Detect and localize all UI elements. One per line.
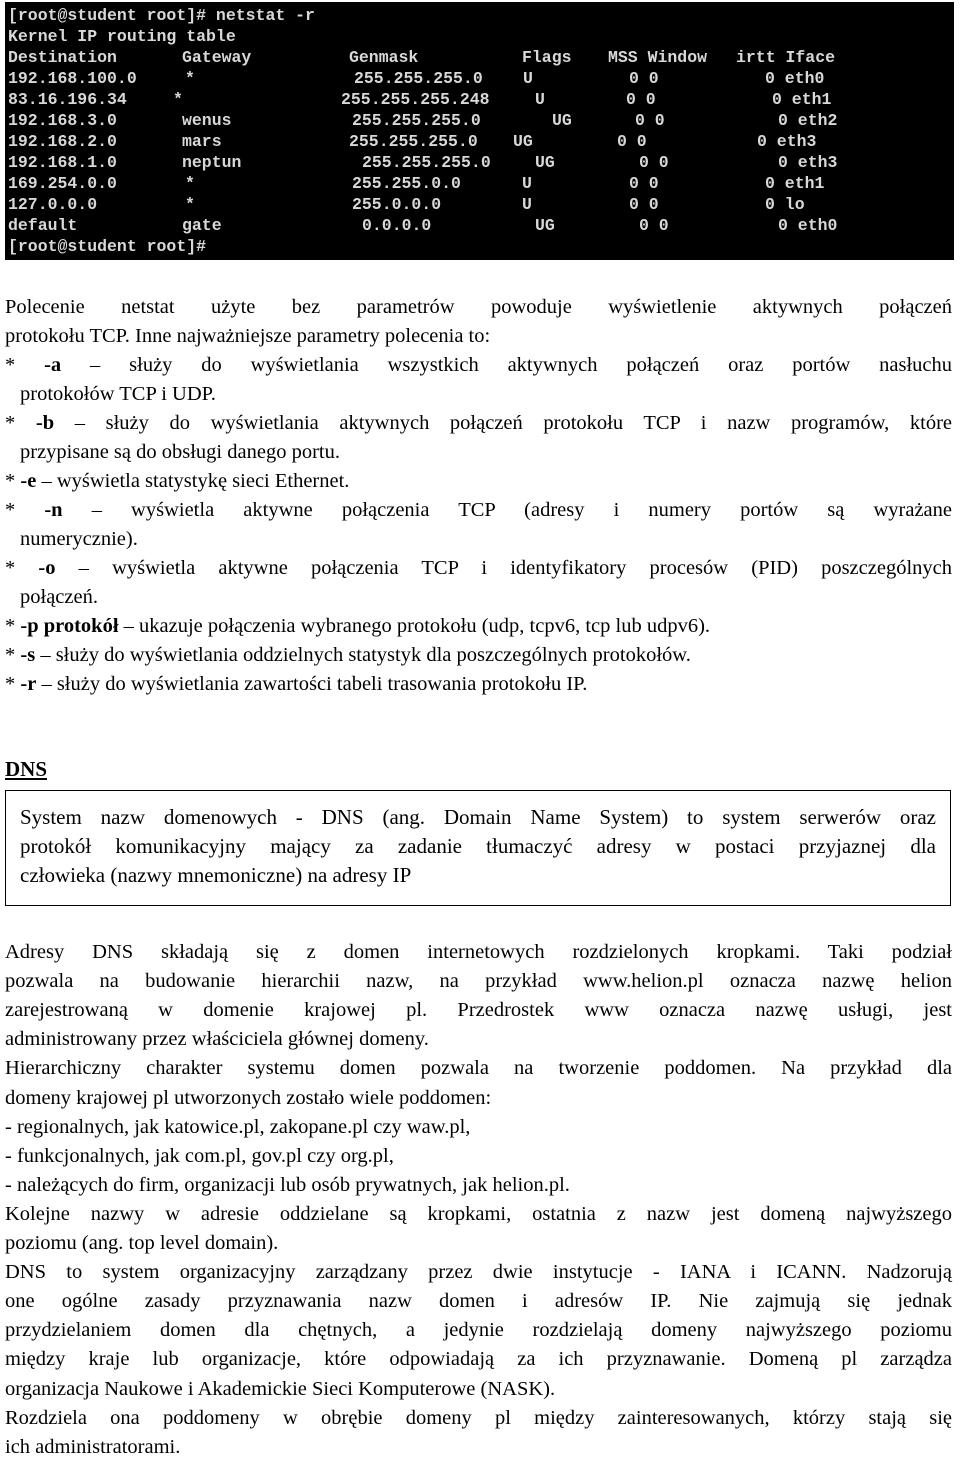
cell-genmask: 255.255.0.0 bbox=[352, 174, 461, 193]
table-row bbox=[5, 215, 954, 236]
table-row bbox=[5, 131, 954, 152]
cell-genmask: 255.255.255.0 bbox=[352, 111, 481, 130]
cell-flags: UG bbox=[535, 153, 555, 172]
cell-genmask: 255.255.255.248 bbox=[341, 90, 490, 109]
cell-gateway: * bbox=[185, 69, 195, 88]
cell-genmask: 255.255.255.0 bbox=[354, 69, 483, 88]
terminal-screenshot bbox=[5, 2, 954, 260]
option-o bbox=[5, 554, 952, 583]
header-destination: Destination bbox=[8, 48, 117, 67]
cell-genmask: 255.255.255.0 bbox=[349, 132, 478, 151]
terminal-prompt-bottom bbox=[5, 236, 954, 257]
option-desc: – wyświetla aktywne połączenia TCP i identyfikatory procesów (PID) poszczególnych bbox=[55, 557, 952, 579]
header-genmask: Genmask bbox=[349, 48, 419, 67]
option-o-cont: połączeń. bbox=[20, 586, 98, 608]
cell-mss-window: 0 0 bbox=[635, 111, 665, 130]
intro-line-1: Polecenie netstat użyte bez parametrów powoduje wyświetlenie aktywnych połączeń bbox=[5, 296, 952, 318]
prompt-text: [root@student root]# bbox=[8, 237, 207, 256]
option-a-cont: protokołów TCP i UDP. bbox=[20, 383, 216, 405]
option-flag: -a bbox=[44, 354, 62, 376]
cell-destination: 169.254.0.0 bbox=[8, 174, 117, 193]
cell-mss-window: 0 0 bbox=[639, 153, 669, 172]
cell-destination: 192.168.1.0 bbox=[8, 153, 117, 172]
body-line: organizacja Naukowe i Akademickie Sieci Komputerowe (NASK). bbox=[5, 1377, 556, 1400]
option-flag: -s bbox=[20, 644, 36, 666]
body-line: między kraje lub organizacje, które odpowiadają za ich przyznawanie. Domeną pl zarządza bbox=[5, 1348, 952, 1371]
intro-line-2: protokołu TCP. Inne najważniejsze parametry polecenia to: bbox=[5, 325, 491, 347]
terminal-title bbox=[5, 26, 954, 47]
body-line: - funkcjonalnych, jak com.pl, gov.pl czy org.pl, bbox=[5, 1144, 394, 1167]
option-desc: – służy do wyświetlania wszystkich aktywnych połączeń oraz portów nasłuchu bbox=[61, 354, 952, 376]
cell-mss-window: 0 0 bbox=[629, 195, 659, 214]
option-a bbox=[5, 351, 952, 380]
bullet-star: * bbox=[5, 412, 36, 434]
cell-gateway: neptun bbox=[182, 153, 242, 172]
body-line: administrowany przez właściciela głównej domeny. bbox=[5, 1028, 429, 1051]
header-flags: Flags bbox=[522, 48, 572, 67]
cell-irtt-iface: 0 lo bbox=[765, 195, 805, 214]
cell-irtt-iface: 0 eth0 bbox=[765, 69, 825, 88]
option-flag: -n bbox=[44, 499, 63, 521]
option-desc: – służy do wyświetlania oddzielnych statystyk dla poszczególnych protokołów. bbox=[35, 644, 691, 666]
header-irtt-iface: irtt Iface bbox=[736, 48, 836, 67]
body-line: Kolejne nazwy w adresie oddzielane są kropkami, ostatnia z nazw jest domeną najwyższego bbox=[5, 1202, 952, 1225]
cell-flags: U bbox=[522, 195, 532, 214]
dns-heading: DNS bbox=[5, 757, 48, 781]
dns-definition-box bbox=[5, 790, 951, 906]
table-row bbox=[5, 173, 954, 194]
cell-flags: UG bbox=[513, 132, 533, 151]
dns-box-line-1: System nazw domenowych - DNS (ang. Domain Name System) to system serwerów oraz bbox=[20, 805, 936, 829]
table-row bbox=[5, 110, 954, 131]
bullet-star: * bbox=[5, 673, 21, 695]
header-mss-window: MSS Window bbox=[608, 48, 708, 67]
cell-gateway: gate bbox=[182, 216, 222, 235]
bullet-star: * bbox=[5, 499, 45, 521]
bullet-star: * bbox=[5, 354, 45, 376]
dns-box-line-2: protokół komunikacyjny mający za zadanie tłumaczyć adresy w postaci przyjaznej dla bbox=[20, 834, 936, 858]
body-line: zarejestrowaną w domenie krajowej pl. Przedrostek www oznacza nazwę usługi, jest bbox=[5, 999, 952, 1022]
option-desc: – wyświetla statystykę sieci Ethernet. bbox=[36, 470, 350, 492]
cell-flags: U bbox=[535, 90, 545, 109]
cell-mss-window: 0 0 bbox=[629, 69, 659, 88]
terminal-prompt-top bbox=[5, 5, 954, 26]
dns-box-line-3: człowieka (nazwy mnemoniczne) na adresy IP bbox=[20, 863, 412, 887]
cell-flags: U bbox=[522, 174, 532, 193]
cell-destination: 192.168.2.0 bbox=[8, 132, 117, 151]
cell-destination: default bbox=[8, 216, 78, 235]
cell-irtt-iface: 0 eth1 bbox=[765, 174, 825, 193]
cell-mss-window: 0 0 bbox=[629, 174, 659, 193]
routing-table-header bbox=[5, 47, 954, 68]
body-line: domeny krajowej pl utworzonych zostało wiele poddomen: bbox=[5, 1086, 492, 1109]
table-row bbox=[5, 68, 954, 89]
option-flag: -b bbox=[35, 412, 55, 434]
option-desc: – ukazuje połączenia wybranego protokołu (udp, tcpv6, tcp lub udpv6). bbox=[118, 615, 711, 637]
body-line: poziomu (ang. top level domain). bbox=[5, 1232, 279, 1254]
cell-irtt-iface: 0 eth2 bbox=[778, 111, 838, 130]
option-desc: – służy do wyświetlania zawartości tabeli trasowania protokołu IP. bbox=[36, 673, 588, 695]
cell-destination: 127.0.0.0 bbox=[8, 195, 98, 214]
cell-flags: UG bbox=[535, 216, 555, 235]
table-row bbox=[5, 89, 954, 110]
body-line: - regionalnych, jak katowice.pl, zakopane.pl czy waw.pl, bbox=[5, 1115, 471, 1138]
cell-gateway: wenus bbox=[182, 111, 232, 130]
cell-mss-window: 0 0 bbox=[617, 132, 647, 151]
cell-gateway: * bbox=[185, 195, 195, 214]
body-line: Rozdziela ona poddomeny w obrębie domeny pl między zainteresowanych, którzy stają się bbox=[5, 1406, 952, 1429]
body-line: przydzielaniem domen dla chętnych, a jedynie rozdzielają domeny najwyższego poziomu bbox=[5, 1319, 952, 1342]
body-line: one ogólne zasady przyznawania nazw domen i adresów IP. Nie zajmują się jednak bbox=[5, 1290, 952, 1313]
routing-table-title: Kernel IP routing table bbox=[8, 27, 236, 46]
cell-gateway: mars bbox=[182, 132, 222, 151]
body-line: ich administratorami. bbox=[5, 1435, 181, 1458]
cell-mss-window: 0 0 bbox=[639, 216, 669, 235]
bullet-star: * bbox=[5, 557, 39, 579]
body-line: - należących do firm, organizacji lub osób prywatnych, jak helion.pl. bbox=[5, 1173, 570, 1196]
cell-gateway: * bbox=[185, 174, 195, 193]
cell-destination: 192.168.100.0 bbox=[8, 69, 137, 88]
option-s bbox=[5, 641, 691, 670]
option-desc: – służy do wyświetlania aktywnych połączeń protokołu TCP i nazw programów, które bbox=[54, 412, 953, 434]
option-n bbox=[5, 496, 952, 525]
body-line: pozwala na budowanie hierarchii nazw, na przykład www.helion.pl oznacza nazwę helion bbox=[5, 970, 952, 993]
option-flag: -e bbox=[20, 470, 37, 492]
cell-mss-window: 0 0 bbox=[626, 90, 656, 109]
option-desc: – wyświetla aktywne połączenia TCP (adresy i numery portów są wyrażane bbox=[62, 499, 952, 521]
body-line: Hierarchiczny charakter systemu domen pozwala na tworzenie poddomen. Na przykład dla bbox=[5, 1057, 952, 1080]
table-row bbox=[5, 152, 954, 173]
cell-genmask: 255.0.0.0 bbox=[352, 195, 442, 214]
bullet-star: * bbox=[5, 644, 21, 666]
cell-genmask: 255.255.255.0 bbox=[362, 153, 491, 172]
option-p bbox=[5, 612, 710, 641]
option-flag: -r bbox=[20, 673, 37, 695]
cell-destination: 192.168.3.0 bbox=[8, 111, 117, 130]
cell-irtt-iface: 0 eth0 bbox=[778, 216, 838, 235]
bullet-star: * bbox=[5, 615, 21, 637]
cell-gateway: * bbox=[173, 90, 183, 109]
bullet-star: * bbox=[5, 470, 21, 492]
option-flag: -p protokół bbox=[20, 615, 119, 637]
option-b bbox=[5, 409, 952, 438]
cell-irtt-iface: 0 eth3 bbox=[757, 132, 817, 151]
body-line: DNS to system organizacyjny zarządzany przez dwie instytucje - IANA i ICANN. Nadzorują bbox=[5, 1261, 952, 1284]
cell-destination: 83.16.196.34 bbox=[8, 90, 127, 109]
prompt-text: [root@student root]# netstat -r bbox=[8, 6, 315, 25]
cell-irtt-iface: 0 eth3 bbox=[778, 153, 838, 172]
cell-irtt-iface: 0 eth1 bbox=[772, 90, 832, 109]
cell-flags: U bbox=[523, 69, 533, 88]
option-b-cont: przypisane są do obsługi danego portu. bbox=[20, 441, 340, 463]
option-n-cont: numerycznie). bbox=[20, 528, 138, 550]
cell-genmask: 0.0.0.0 bbox=[362, 216, 432, 235]
option-flag: -o bbox=[38, 557, 56, 579]
cell-flags: UG bbox=[552, 111, 572, 130]
option-e bbox=[5, 467, 349, 496]
body-line: Adresy DNS składają się z domen internetowych rozdzielonych kropkami. Taki podział bbox=[5, 941, 952, 963]
table-row bbox=[5, 194, 954, 215]
header-gateway: Gateway bbox=[182, 48, 252, 67]
option-r bbox=[5, 670, 587, 699]
